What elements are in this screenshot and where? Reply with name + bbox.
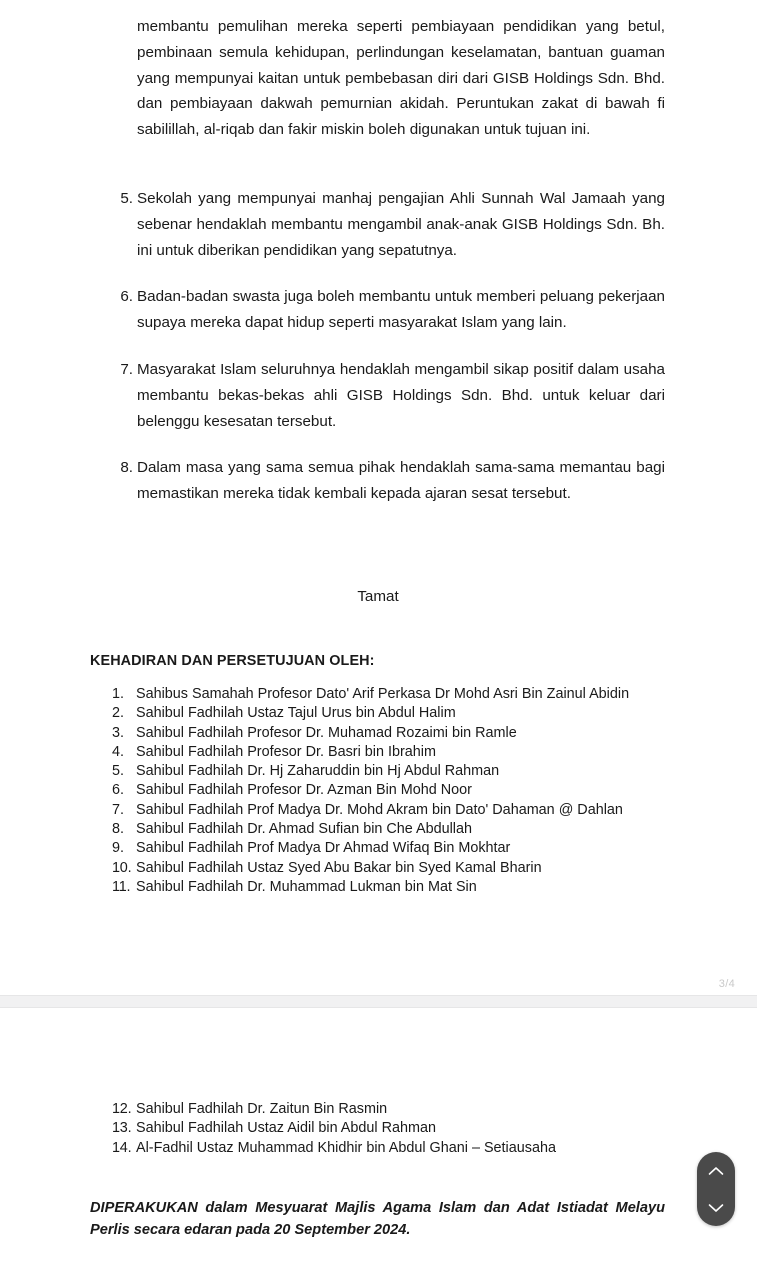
attendance-number: 9. — [112, 840, 125, 857]
attendance-name: Sahibus Samahah Profesor Dato' Arif Perkasa Dr Mohd Asri Bin Zainul Abidin — [136, 686, 630, 702]
attendance-row — [112, 704, 672, 723]
clause-list — [113, 186, 665, 528]
lead-paragraph-line: pembebasan diri dari GISB Holdings Sdn. Bhd. dan pembiayaan — [137, 69, 665, 113]
attendance-number: 1. — [112, 686, 125, 702]
lead-paragraph-line: dakwah pemurnian akidah. Peruntukan zakat di bawah fi sabilillah, — [137, 95, 665, 139]
lead-paragraph — [137, 14, 665, 143]
attendance-row — [112, 1100, 712, 1119]
attendance-row — [112, 762, 672, 781]
attendance-row — [112, 724, 672, 743]
clause-line: anak-anak GISB Holdings Sdn. Bh. ini untuk diberikan pendidikan — [137, 215, 665, 259]
clause-line: Badan-badan swasta juga boleh membantu untuk memberi — [137, 288, 536, 306]
lead-paragraph-line: al-riqab dan fakir miskin boleh digunakan untuk tujuan ini. — [203, 121, 591, 139]
clause-line: Dalam masa yang sama semua pihak hendaklah sama-sama — [137, 459, 555, 477]
clause-line: memantau bagi memastikan mereka tidak kembali kepada ajaran — [137, 459, 665, 503]
clause-item — [113, 284, 665, 336]
attendance-name: Sahibul Fadhilah Prof Madya Dr. Mohd Akram bin Dato' Dahaman @ Dahlan — [136, 801, 623, 818]
clause-line: dalam usaha membantu bekas-bekas ahli GISB Holdings Sdn. — [137, 360, 665, 404]
attendance-row — [112, 685, 672, 704]
attendance-name: Al-Fadhil Ustaz Muhammad Khidhir bin Abdul Ghani – Setiausaha — [136, 1139, 556, 1156]
clause-line: sesat tersebut. — [471, 485, 571, 503]
attendance-list — [112, 685, 672, 897]
page-indicator: 3/4 — [718, 978, 735, 990]
attendance-row — [112, 743, 672, 762]
scroll-navigation[interactable] — [697, 1152, 735, 1226]
page-separator — [0, 995, 757, 1008]
attendance-list-continued — [112, 1100, 712, 1158]
attendance-number: 4. — [112, 743, 125, 760]
clause-text — [137, 284, 665, 336]
clause-line: Sekolah yang mempunyai manhaj pengajian Ahli Sunnah Wal — [137, 190, 566, 207]
attendance-row — [112, 878, 672, 897]
clause-number: 8. — [120, 459, 133, 477]
closing-statement — [90, 1198, 665, 1241]
attendance-row — [112, 801, 672, 820]
attendance-number: 5. — [112, 763, 125, 780]
clause-text — [137, 186, 665, 263]
attendance-name: Sahibul Fadhilah Profesor Dr. Muhamad Rozaimi bin Ramle — [136, 724, 517, 741]
clause-line: Islam yang lain. — [461, 314, 567, 332]
attendance-number: 14. — [112, 1139, 132, 1156]
clause-item — [113, 455, 665, 507]
attendance-row — [112, 781, 672, 800]
attendance-name: Sahibul Fadhilah Dr. Muhammad Lukman bin Mat Sin — [136, 878, 477, 895]
clause-text — [137, 455, 665, 507]
attendance-name: Sahibul Fadhilah Ustaz Tajul Urus bin Abdul Halim — [136, 705, 456, 722]
attendance-row — [112, 820, 672, 839]
chevron-up-icon[interactable] — [707, 1162, 725, 1180]
clause-number: 5. — [120, 190, 133, 207]
clause-line: peluang pekerjaan supaya mereka dapat hidup seperti masyarakat — [137, 288, 665, 332]
closing-line: DIPERAKUKAN dalam Mesyuarat Majlis Agama Islam dan Adat Istiadat — [90, 1200, 608, 1216]
attendance-name: Sahibul Fadhilah Dr. Ahmad Sufian bin Che Abdullah — [136, 821, 473, 838]
attendance-name: Sahibul Fadhilah Ustaz Aidil bin Abdul Rahman — [136, 1120, 436, 1137]
clause-line: Bhd. untuk keluar dari belenggu kesesatan tersebut. — [137, 386, 665, 430]
attendance-row — [112, 859, 672, 878]
clause-number: 6. — [120, 288, 133, 306]
attendance-row — [112, 1119, 712, 1138]
attendance-row — [112, 1139, 712, 1158]
attendance-number: 10. — [112, 859, 132, 876]
lead-paragraph-line: keselamatan, bantuan guaman yang mempunyai kaitan untuk — [137, 43, 665, 87]
attendance-number: 3. — [112, 724, 125, 741]
lead-paragraph-line: yang betul, pembinaan semula kehidupan, perlindungan — [137, 18, 665, 61]
attendance-number: 12. — [112, 1101, 132, 1117]
attendance-number: 7. — [112, 801, 125, 818]
clause-text — [137, 357, 665, 434]
attendance-number: 6. — [112, 782, 125, 799]
attendance-heading: KEHADIRAN DAN PERSETUJUAN OLEH: — [90, 653, 375, 669]
clause-item — [113, 357, 665, 434]
attendance-number: 8. — [112, 821, 125, 838]
clause-line: Jamaah yang sebenar hendaklah membantu mengambil — [137, 190, 666, 233]
attendance-name: Sahibul Fadhilah Profesor Dr. Basri bin Ibrahim — [136, 743, 436, 760]
attendance-name: Sahibul Fadhilah Profesor Dr. Azman Bin Mohd Noor — [136, 782, 472, 799]
chevron-down-icon[interactable] — [707, 1199, 725, 1217]
clause-line: Masyarakat Islam seluruhnya hendaklah mengambil sikap positif — [137, 360, 574, 378]
attendance-name: Sahibul Fadhilah Dr. Zaitun Bin Rasmin — [136, 1101, 388, 1117]
clause-number: 7. — [120, 360, 133, 378]
attendance-number: 13. — [112, 1120, 132, 1137]
clause-line: yang sepatutnya. — [341, 241, 458, 259]
attendance-name: Sahibul Fadhilah Dr. Hj Zaharuddin bin Hj Abdul Rahman — [136, 763, 500, 780]
attendance-number: 2. — [112, 705, 125, 722]
attendance-number: 11. — [112, 878, 131, 895]
lead-paragraph-line: membantu pemulihan mereka seperti pembiayaan pendidikan — [137, 18, 577, 35]
attendance-name: Sahibul Fadhilah Ustaz Syed Abu Bakar bin Syed Kamal Bharin — [136, 859, 542, 876]
end-marker: Tamat — [357, 588, 399, 605]
attendance-row — [112, 839, 672, 858]
closing-line: Melayu Perlis secara edaran pada 20 September 2024. — [90, 1200, 666, 1238]
clause-item — [113, 186, 665, 263]
attendance-name: Sahibul Fadhilah Prof Madya Dr Ahmad Wifaq Bin Mokhtar — [136, 840, 511, 857]
